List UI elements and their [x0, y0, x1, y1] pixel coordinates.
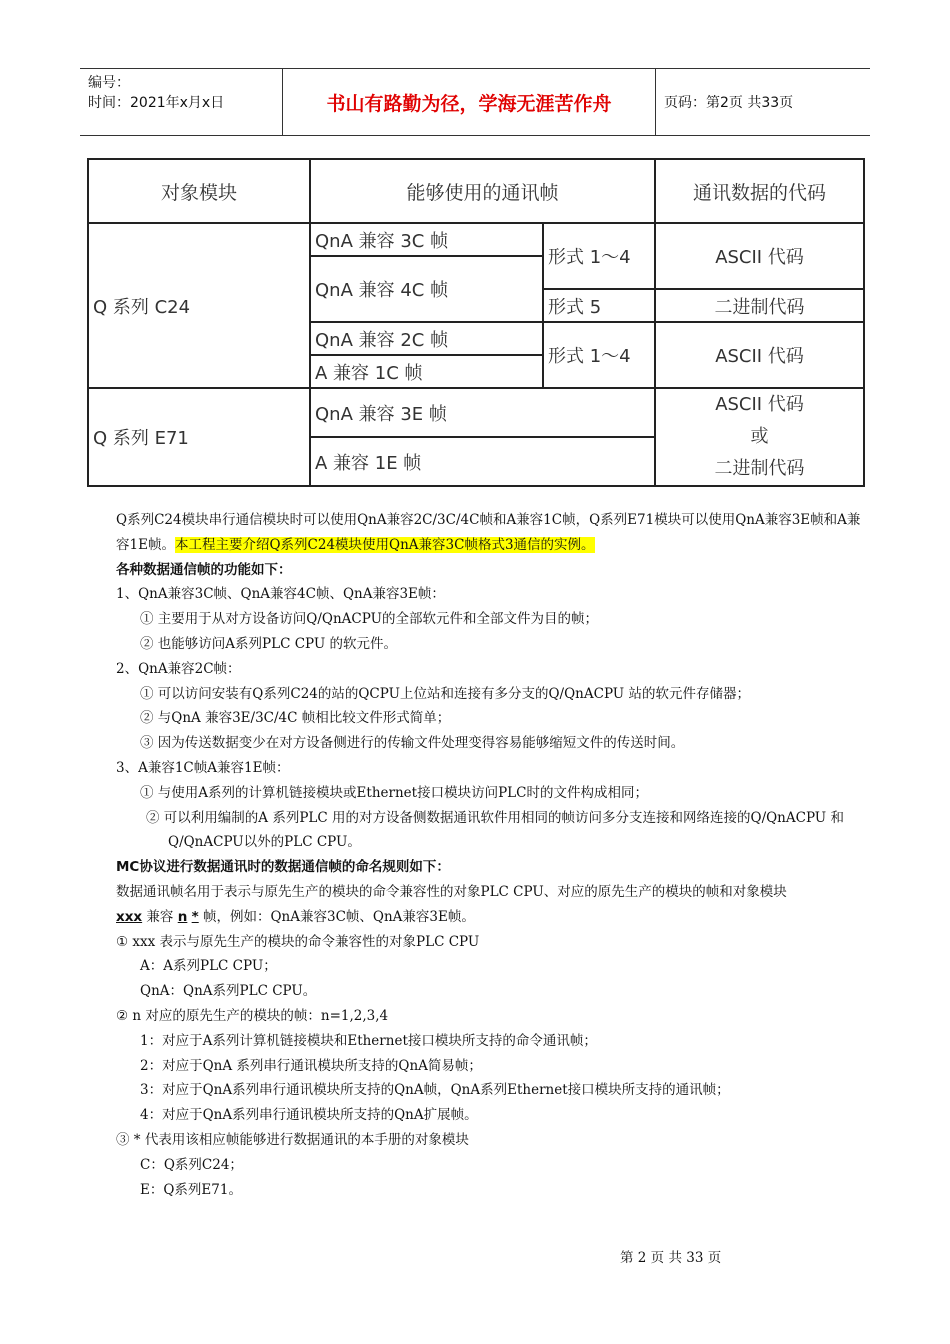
format-star: * — [191, 908, 199, 925]
list-item: 3：对应于QnA系列串行通讯模块所支持的QnA帧，QnA系列Ethernet接口模块所支持的通讯帧； — [140, 1082, 730, 1099]
list-item: 1、QnA兼容3C帧、QnA兼容4C帧、QnA兼容3E帧： — [116, 586, 445, 603]
table-row — [88, 388, 864, 437]
list-item: QnA：QnA系列PLC CPU。 — [140, 983, 317, 1000]
frame-cell: QnA 兼容 4C 帧 — [310, 256, 543, 322]
list-item: ③ * 代表用该相应帧能够进行数据通讯的本手册的对象模块 — [116, 1131, 469, 1148]
list-item: E：Q系列E71。 — [140, 1181, 242, 1198]
intro-highlight: 本工程主要介绍Q系列C24模块使用QnA兼容3C帧格式3通信的实例。 — [174, 536, 595, 553]
frame-cell: QnA 兼容 3E 帧 — [310, 388, 655, 437]
module-e71-cell: Q 系列 E71 — [88, 388, 310, 486]
list-item: ① 与使用A系列的计算机链接模块或Ethernet接口模块访问PLC时的文件构成相同； — [140, 784, 648, 801]
form-cell: 形式 1～4 — [543, 223, 655, 289]
section-title: MC协议进行数据通讯时的数据通信帧的命名规则如下： — [116, 859, 450, 876]
list-item: ② 也能够访问A系列PLC CPU 的软元件。 — [140, 635, 398, 652]
list-item: 2：对应于QnA 系列串行通讯模块所支持的QnA简易帧； — [140, 1057, 482, 1074]
header-left — [80, 69, 283, 135]
list-item: ① 可以访问安装有Q系列C24的站的QCPU上位站和连接有多分支的Q/QnACPU 站的软元件存储器； — [140, 685, 750, 702]
form-cell: 形式 5 — [543, 289, 655, 322]
code-line: 二进制代码 — [714, 458, 805, 479]
format-n: n — [177, 908, 188, 925]
header-motto: 书山有路勤为径，学海无涯苦作舟 — [283, 69, 656, 135]
date-line: 时间：2021年x月x日 — [88, 95, 225, 111]
list-item: 2、QnA兼容2C帧： — [116, 660, 241, 677]
list-item: ② 与QnA 兼容3E/3C/4C 帧相比较文件形式简单； — [140, 710, 451, 727]
list-item: ① xxx 表示与原先生产的模块的命令兼容性的对象PLC CPU — [116, 933, 480, 950]
code-cell: ASCII 代码 — [655, 322, 864, 388]
format-mid: 兼容 — [142, 908, 178, 925]
list-item: ③ 因为传送数据变少在对方设备侧进行的传输文件处理变得容易能够缩短文件的传送时间。 — [140, 735, 685, 752]
table-row — [88, 223, 864, 256]
frame-cell: QnA 兼容 2C 帧 — [310, 322, 543, 355]
mc-description: 数据通讯帧名用于表示与原先生产的模块的命令兼容性的对象PLC CPU、对应的原先生产的模块的帧和对象模块 — [116, 883, 787, 900]
list-item: A：A系列PLC CPU； — [140, 958, 277, 975]
code-label: 编号： — [88, 75, 130, 91]
format-rest: 帧，例如：QnA兼容3C帧、QnA兼容3E帧。 — [198, 908, 475, 925]
page-header — [80, 68, 870, 136]
code-line: ASCII 代码 — [715, 394, 804, 415]
code-cell — [655, 388, 864, 486]
intro-text: Q系列C24模块串行通信模块时可以使用QnA兼容2C/3C/4C帧和A兼容1C帧，Q系列E71模块可以使用QnA兼容3E帧和A兼容1E帧。 — [116, 512, 861, 553]
list-item: C：Q系列C24； — [140, 1156, 243, 1173]
frame-cell: QnA 兼容 3C 帧 — [310, 223, 543, 256]
list-item: ① 主要用于从对方设备访问Q/QnACPU的全部软元件和全部文件为目的帧； — [140, 611, 598, 628]
table-header-row — [88, 159, 864, 223]
code-line: 或 — [750, 426, 769, 447]
list-item: 4：对应于QnA系列串行通讯模块所支持的QnA扩展帧。 — [140, 1107, 478, 1124]
header-page-info: 页码：第2页 共33页 — [664, 95, 794, 111]
frame-cell: A 兼容 1E 帧 — [310, 437, 655, 486]
list-item: ② 可以利用编制的A 系列PLC 用的对方设备侧数据通讯软件用相同的帧访问多分支连接和网络连接的Q/QnACPU 和Q/QnACPU以外的PLC CPU。 — [146, 809, 844, 851]
frame-cell: A 兼容 1C 帧 — [310, 355, 543, 388]
list-item: 1：对应于A系列计算机链接模块和Ethernet接口模块所支持的命令通讯帧； — [140, 1032, 597, 1049]
frames-table — [87, 158, 865, 487]
list-item: ② n 对应的原先生产的模块的帧：n=1,2,3,4 — [116, 1007, 389, 1024]
code-cell: 二进制代码 — [655, 289, 864, 322]
form-cell: 形式 1～4 — [543, 322, 655, 388]
table-header-cell: 能够使用的通讯帧 — [310, 159, 655, 223]
format-xxx: xxx — [116, 908, 143, 925]
section-title: 各种数据通信帧的功能如下： — [116, 561, 292, 578]
table-header-cell: 对象模块 — [88, 159, 310, 223]
body-text — [88, 508, 864, 1202]
code-cell: ASCII 代码 — [655, 223, 864, 289]
list-item: 3、A兼容1C帧A兼容1E帧： — [116, 759, 290, 776]
intro-paragraph — [88, 508, 864, 558]
naming-format — [88, 905, 864, 930]
page-footer: 第 2 页 共 33 页 — [620, 1250, 722, 1266]
table-header-cell: 通讯数据的代码 — [655, 159, 864, 223]
module-c24-cell: Q 系列 C24 — [88, 223, 310, 388]
